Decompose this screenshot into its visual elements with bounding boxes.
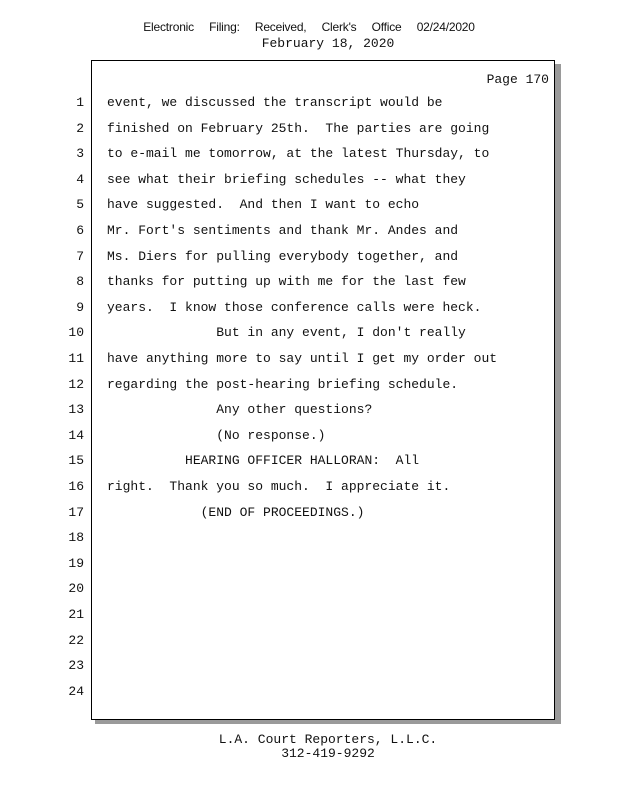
- line-number: 21: [68, 607, 84, 622]
- line-text: regarding the post-hearing briefing schedule.: [107, 377, 459, 392]
- line-text: (No response.): [107, 428, 326, 443]
- line-number: 16: [68, 479, 84, 494]
- electronic-filing-stamp: [0, 20, 618, 34]
- line-number: 17: [68, 505, 84, 520]
- line-number: 2: [76, 121, 84, 136]
- line-text: Mr. Fort's sentiments and thank Mr. Andes and: [107, 223, 459, 238]
- line-number: 11: [68, 351, 84, 366]
- line-text: event, we discussed the transcript would be: [107, 95, 443, 110]
- stamp-word: 02/24/2020: [416, 20, 475, 34]
- line-text: finished on February 25th. The parties are going: [107, 121, 490, 136]
- line-number: 22: [68, 633, 84, 648]
- line-text: thanks for putting up with me for the last few: [107, 274, 466, 289]
- page-number: Page 170: [486, 72, 549, 87]
- line-number: 15: [68, 453, 84, 468]
- line-number: 19: [68, 556, 84, 571]
- line-number: 14: [68, 428, 84, 443]
- stamp-word: Received,: [254, 20, 307, 34]
- line-text: Ms. Diers for pulling everybody together, and: [107, 249, 459, 264]
- line-number: 10: [68, 325, 84, 340]
- line-number: 9: [76, 300, 84, 315]
- stamp-word: Electronic: [143, 20, 194, 34]
- line-number: 3: [76, 146, 84, 161]
- line-text: HEARING OFFICER HALLORAN: All: [107, 453, 420, 468]
- line-number: 23: [68, 658, 84, 673]
- line-text: right. Thank you so much. I appreciate it.: [107, 479, 451, 494]
- line-number: 4: [76, 172, 84, 187]
- reporter-phone: 312-419-9292: [281, 746, 375, 761]
- line-number: 5: [76, 197, 84, 212]
- line-number: 7: [76, 249, 84, 264]
- transcript-date: February 18, 2020: [261, 36, 395, 51]
- stamp-word: Clerk's: [321, 20, 357, 34]
- line-number: 18: [68, 530, 84, 545]
- reporter-company: L.A. Court Reporters, L.L.C.: [218, 732, 438, 747]
- line-text: But in any event, I don't really: [107, 325, 466, 340]
- line-number: 20: [68, 581, 84, 596]
- line-text: (END OF PROCEEDINGS.): [107, 505, 365, 520]
- line-number: 8: [76, 274, 84, 289]
- line-number: 1: [76, 95, 84, 110]
- line-number: 12: [68, 377, 84, 392]
- line-text: have suggested. And then I want to echo: [107, 197, 420, 212]
- line-number: 6: [76, 223, 84, 238]
- line-text: to e-mail me tomorrow, at the latest Thursday, to: [107, 146, 490, 161]
- stamp-word: Office: [371, 20, 402, 34]
- line-text: have anything more to say until I get my order out: [107, 351, 498, 366]
- line-text: years. I know those conference calls were heck.: [107, 300, 482, 315]
- line-number: 24: [68, 684, 84, 699]
- line-text: Any other questions?: [107, 402, 373, 417]
- stamp-word: Filing:: [209, 20, 240, 34]
- line-number: 13: [68, 402, 84, 417]
- line-text: see what their briefing schedules -- what they: [107, 172, 466, 187]
